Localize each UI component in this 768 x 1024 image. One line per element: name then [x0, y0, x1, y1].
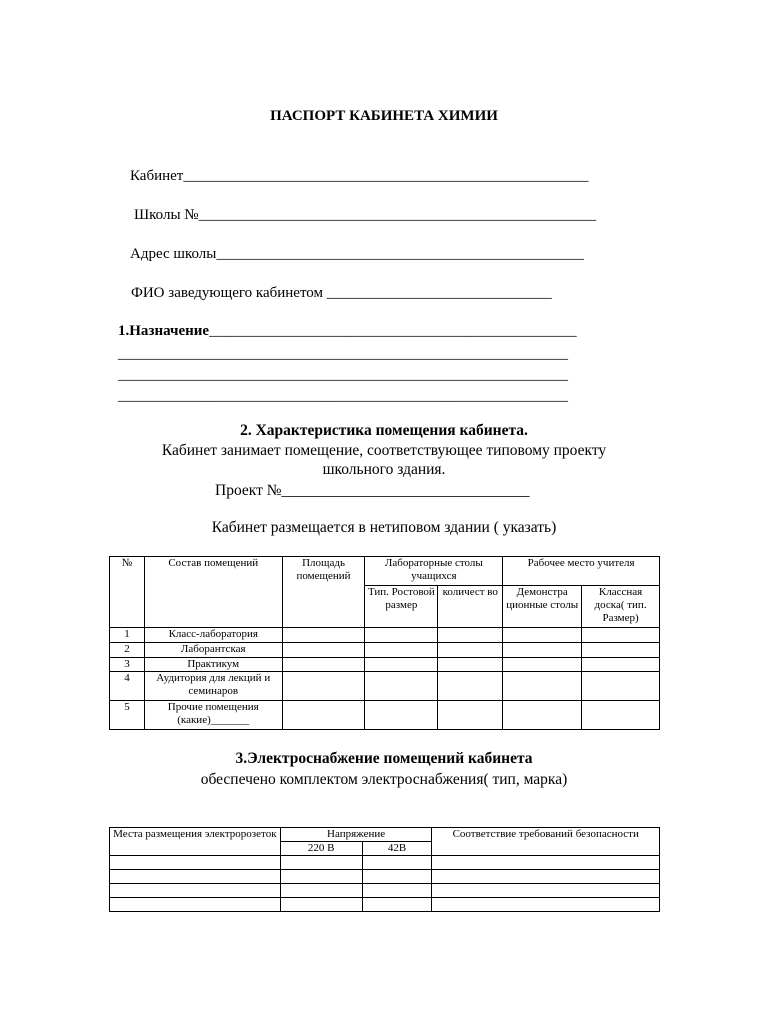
row-name: Аудитория для лекций и семинаров — [144, 672, 282, 701]
header-demo-tables: Демонстра ционные столы — [503, 586, 582, 628]
purpose-line: ____________________________________________________________ — [118, 388, 568, 404]
header-board: Классная доска( тип. Размер) — [582, 586, 660, 628]
header-num: № — [110, 557, 145, 628]
table-row — [110, 658, 660, 672]
row-num: 3 — [110, 658, 145, 672]
table-row — [110, 672, 660, 701]
table-row — [110, 884, 660, 898]
purpose-title: 1.Назначение — [118, 323, 210, 339]
row-name: Практикум — [144, 658, 282, 672]
section2-text-line2: школьного здания. — [322, 461, 446, 478]
rooms-table — [109, 556, 660, 730]
table-row — [110, 870, 660, 884]
header-type-size: Тип. Ростовой размер — [365, 586, 438, 628]
page-title: ПАСПОРТ КАБИНЕТА ХИМИИ — [270, 108, 498, 124]
purpose-heading — [118, 323, 577, 340]
header-220v: 220 В — [280, 842, 362, 856]
address-field: Адрес школы_________________________________________________ — [130, 246, 584, 262]
header-area: Площадь помещений — [282, 557, 365, 628]
row-name: Класс-лаборатория — [144, 628, 282, 643]
purpose-line: ____________________________________________________________ — [118, 367, 568, 383]
header-quantity: количест во — [438, 586, 503, 628]
header-composition: Состав помещений — [144, 557, 282, 628]
header-places: Места размещения электророзеток — [110, 828, 281, 856]
table-row — [110, 701, 660, 730]
table-row — [110, 856, 660, 870]
school-field: Школы №_____________________________________________________ — [134, 207, 597, 223]
section2-text-line1: Кабинет занимает помещение, соответствующее типовому проекту — [161, 442, 607, 459]
header-teacher-place: Рабочее место учителя — [503, 557, 660, 586]
section2-title: 2. Характеристика помещения кабинета. — [240, 422, 528, 439]
header-lab-tables: Лабораторные столы учащихся — [365, 557, 503, 586]
row-num: 2 — [110, 643, 145, 658]
row-num: 1 — [110, 628, 145, 643]
table-row — [110, 898, 660, 912]
table-row — [110, 628, 660, 643]
header-42v: 42В — [362, 842, 432, 856]
purpose-line: ____________________________________________________________ — [118, 346, 568, 362]
head-field: ФИО заведующего кабинетом ______________________________ — [131, 285, 552, 301]
row-name: Прочие помещения (какие)_______ — [144, 701, 282, 730]
purpose-title-line: _________________________________________________ — [209, 323, 577, 339]
table-row — [110, 643, 660, 658]
header-voltage: Напряжение — [280, 828, 432, 842]
project-field: Проект №________________________________ — [215, 482, 530, 499]
row-num: 5 — [110, 701, 145, 730]
row-num: 4 — [110, 672, 145, 701]
section3-title: 3.Электроснабжение помещений кабинета — [235, 750, 533, 767]
nonstandard-building: Кабинет размещается в нетиповом здании ( указать) — [211, 519, 557, 536]
section3-subtitle: обеспечено комплектом электроснабжения( тип, марка) — [200, 771, 568, 788]
header-safety: Соответствие требований безопасности — [432, 828, 660, 856]
electricity-table — [109, 827, 660, 912]
row-name: Лаборантская — [144, 643, 282, 658]
cabinet-field: Кабинет______________________________________________________ — [130, 168, 589, 184]
